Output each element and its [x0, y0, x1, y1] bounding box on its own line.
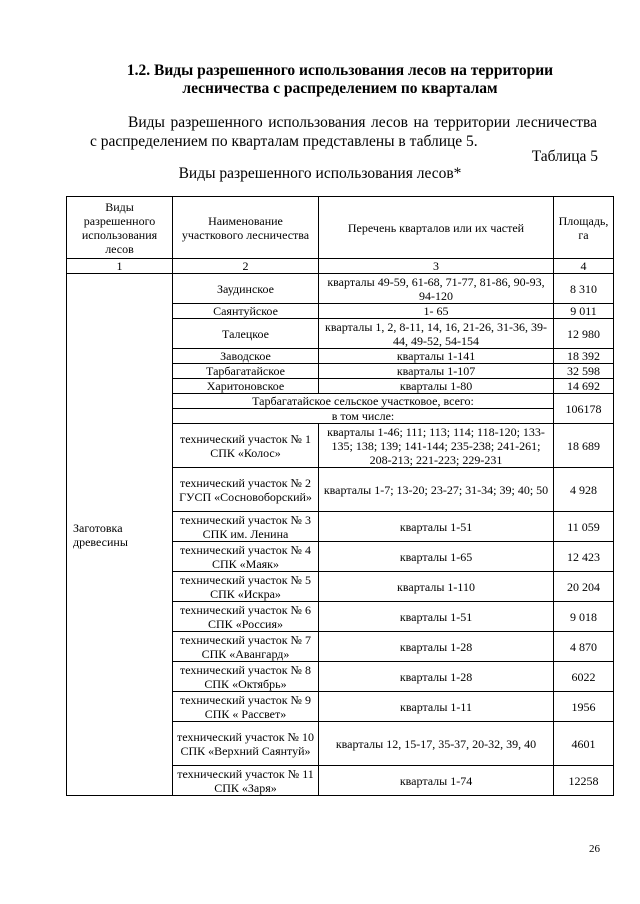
header-quarters-list: Перечень кварталов или их частей — [319, 197, 554, 259]
forestry-name-cell: Саянтуйское — [173, 304, 319, 319]
quarters-cell: кварталы 49-59, 61-68, 71-77, 81-86, 90-93, 94-120 — [319, 274, 554, 304]
area-cell: 18 392 — [554, 349, 614, 364]
area-cell: 4 928 — [554, 468, 614, 512]
table-number: Таблица 5 — [531, 148, 598, 165]
quarters-cell: кварталы 1-141 — [319, 349, 554, 364]
column-number: 1 — [67, 259, 173, 274]
section-heading-line-1: 1.2. Виды разрешенного использования лесов на территории — [126, 62, 554, 79]
forestry-name-cell: Заудинское — [173, 274, 319, 304]
forest-use-table — [66, 196, 614, 796]
quarters-cell: кварталы 12, 15-17, 35-37, 20-32, 39, 40 — [319, 722, 554, 766]
technical-site-name-cell: технический участок № 9 СПК « Рассвет» — [173, 692, 319, 722]
column-number: 3 — [319, 259, 554, 274]
subtotal-area: 106178 — [554, 394, 614, 424]
area-cell: 14 692 — [554, 379, 614, 394]
column-number: 4 — [554, 259, 614, 274]
area-cell: 4601 — [554, 722, 614, 766]
technical-site-name-cell: технический участок № 6 СПК «Россия» — [173, 602, 319, 632]
subtotal-label: Тарбагатайское сельское участковое, всего: — [173, 394, 554, 409]
forestry-name-cell: Талецкое — [173, 319, 319, 349]
column-number-row — [67, 259, 614, 274]
header-use-kind: Виды разрешенного использования лесов — [67, 197, 173, 259]
technical-site-name-cell: технический участок № 5 СПК «Искра» — [173, 572, 319, 602]
intro-paragraph: Виды разрешенного использования лесов на территории лесничества с распределением по кварталам представлены в таблице 5. — [90, 114, 597, 150]
technical-site-name-cell: технический участок № 1 СПК «Колос» — [173, 424, 319, 468]
area-cell: 32 598 — [554, 364, 614, 379]
quarters-cell: кварталы 1-51 — [319, 512, 554, 542]
technical-site-name-cell: технический участок № 11 СПК «Заря» — [173, 766, 319, 796]
quarters-cell: кварталы 1-28 — [319, 632, 554, 662]
technical-site-name-cell: технический участок № 4 СПК «Маяк» — [173, 542, 319, 572]
page-number: 26 — [589, 843, 600, 855]
quarters-cell: кварталы 1-7; 13-20; 23-27; 31-34; 39; 40; 50 — [319, 468, 554, 512]
table-caption: Виды разрешенного использования лесов* — [178, 165, 462, 182]
area-cell: 20 204 — [554, 572, 614, 602]
area-cell: 8 310 — [554, 274, 614, 304]
table-row — [67, 274, 614, 304]
forestry-name-cell: Тарбагатайское — [173, 364, 319, 379]
quarters-cell: кварталы 1-107 — [319, 364, 554, 379]
area-cell: 9 011 — [554, 304, 614, 319]
technical-site-name-cell: технический участок № 3 СПК им. Ленина — [173, 512, 319, 542]
quarters-cell: кварталы 1-11 — [319, 692, 554, 722]
area-cell: 6022 — [554, 662, 614, 692]
area-cell: 12 980 — [554, 319, 614, 349]
area-cell: 12 423 — [554, 542, 614, 572]
quarters-cell: кварталы 1-110 — [319, 572, 554, 602]
section-heading-line-2: лесничества с распределением по кварталам — [182, 80, 498, 97]
technical-site-name-cell: технический участок № 7 СПК «Авангард» — [173, 632, 319, 662]
table-header-row — [67, 197, 614, 259]
area-cell: 9 018 — [554, 602, 614, 632]
header-forestry-name: Наименование участкового лесничества — [173, 197, 319, 259]
technical-site-name-cell: технический участок № 10 СПК «Верхний Саянтуй» — [173, 722, 319, 766]
quarters-cell: кварталы 1-80 — [319, 379, 554, 394]
quarters-cell: кварталы 1-74 — [319, 766, 554, 796]
quarters-cell: кварталы 1-51 — [319, 602, 554, 632]
forestry-name-cell: Харитоновское — [173, 379, 319, 394]
area-cell: 4 870 — [554, 632, 614, 662]
quarters-cell: 1- 65 — [319, 304, 554, 319]
forestry-name-cell: Заводское — [173, 349, 319, 364]
quarters-cell: кварталы 1-65 — [319, 542, 554, 572]
area-cell: 11 059 — [554, 512, 614, 542]
area-cell: 12258 — [554, 766, 614, 796]
column-number: 2 — [173, 259, 319, 274]
area-cell: 1956 — [554, 692, 614, 722]
quarters-cell: кварталы 1, 2, 8-11, 14, 16, 21-26, 31-36, 39-44, 49-52, 54-154 — [319, 319, 554, 349]
header-area: Площадь, га — [554, 197, 614, 259]
technical-site-name-cell: технический участок № 2 ГУСП «Сосновоборский» — [173, 468, 319, 512]
quarters-cell: кварталы 1-46; 111; 113; 114; 118-120; 133-135; 138; 139; 141-144; 235-238; 241-261; 208-213; 221-223; 229-231 — [319, 424, 554, 468]
quarters-cell: кварталы 1-28 — [319, 662, 554, 692]
section-heading — [100, 62, 580, 98]
area-cell: 18 689 — [554, 424, 614, 468]
technical-site-name-cell: технический участок № 8 СПК «Октябрь» — [173, 662, 319, 692]
including-label: в том числе: — [173, 409, 554, 424]
use-kind-cell: Заготовка древесины — [67, 274, 173, 796]
